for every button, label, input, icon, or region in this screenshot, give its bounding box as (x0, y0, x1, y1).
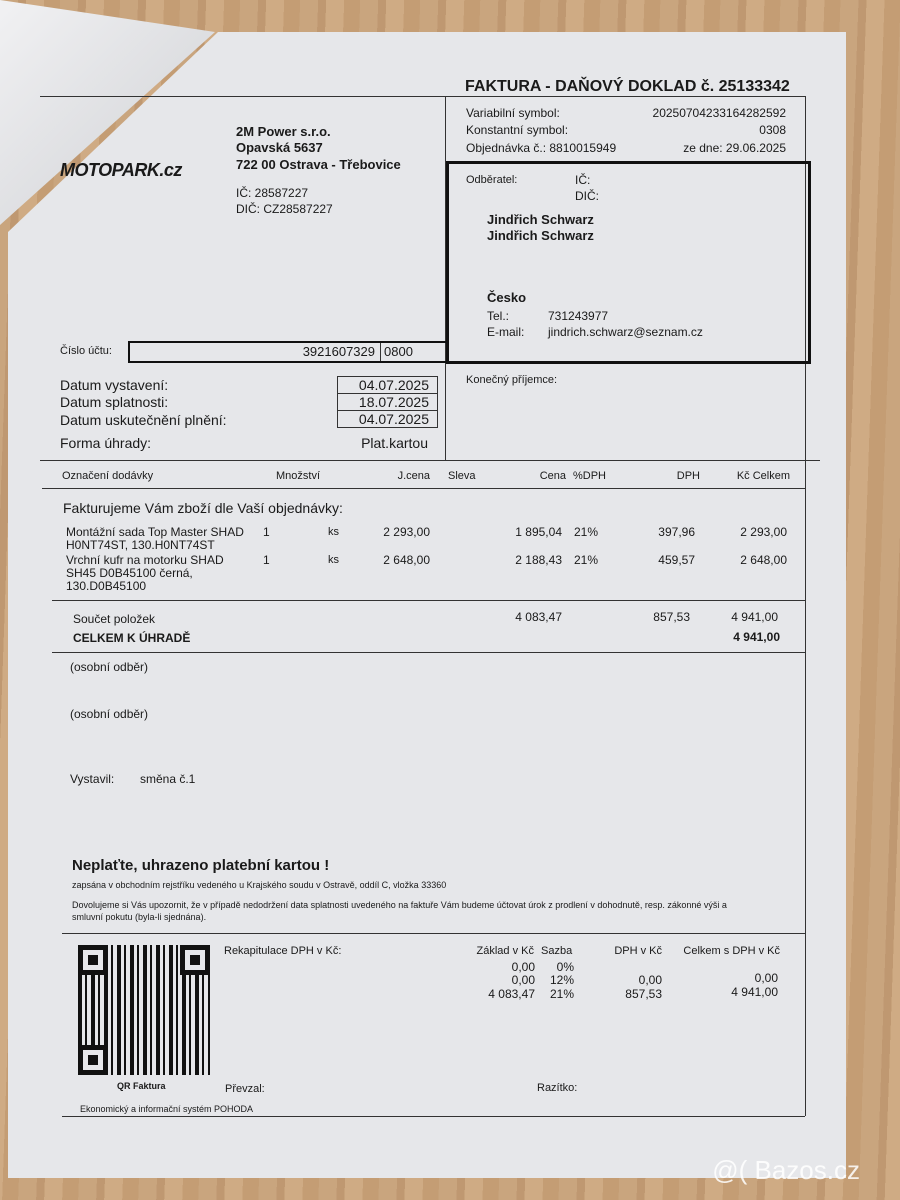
customer-dic: DIČ: (575, 189, 599, 203)
item-description-3: 130.D0B45100 (66, 579, 147, 593)
recap-col-base: Základ v Kč (476, 945, 534, 957)
recap-total: 4 941,00 (731, 985, 778, 999)
grand-total-label: CELKEM K ÚHRADĚ (73, 631, 191, 645)
vs-label: Variabilní symbol: (466, 106, 560, 120)
sum-base: 4 083,47 (515, 610, 562, 624)
supplier-ic: IČ: 28587227 (236, 186, 309, 200)
due-label: Datum splatnosti: (60, 394, 169, 410)
bank-code: 0800 (384, 344, 413, 359)
col-vat-rate: %DPH (573, 470, 607, 482)
sum-label: Součet položek (73, 612, 156, 626)
tel-value: 731243977 (548, 309, 609, 323)
col-quantity: Množství (276, 470, 321, 482)
order-date: ze dne: 29.06.2025 (683, 141, 786, 155)
recap-vat: 857,53 (625, 987, 662, 1001)
grand-total: 4 941,00 (733, 630, 780, 644)
customer-label: Odběratel: (466, 174, 518, 186)
stamp-label: Razítko: (537, 1082, 578, 1094)
vs-value: 20250704233164282592 (652, 106, 786, 120)
issuer-label: Vystavil: (70, 772, 115, 786)
ks-value: 0308 (759, 123, 786, 137)
payment-label: Forma úhrady: (60, 435, 152, 451)
recap-base: 4 083,47 (488, 987, 535, 1001)
recap-rate: 12% (549, 973, 574, 987)
account-label: Číslo účtu: (60, 345, 112, 357)
item-unit: ks (328, 554, 339, 566)
motopark-logo: MOTOPARK.cz (60, 160, 182, 180)
order-number: Objednávka č.: 8810015949 (466, 141, 617, 155)
item-description: Montážní sada Top Master SHAD (66, 525, 244, 539)
item-total: 2 648,00 (740, 553, 787, 567)
item-unit: ks (328, 526, 339, 538)
col-unit-price: J.cena (397, 470, 430, 482)
recap-col-vat: DPH v Kč (614, 945, 662, 957)
email-label: E-mail: (487, 325, 525, 339)
invoice-title: FAKTURA - DAŇOVÝ DOKLAD č. 25133342 (465, 78, 790, 95)
item-rate: 21% (574, 553, 599, 567)
sum-vat: 857,53 (653, 610, 690, 624)
due-date: 18.07.2025 (337, 393, 438, 411)
item-price: 2 648,00 (383, 553, 430, 567)
customer-name: Jindřich Schwarz (487, 212, 594, 227)
recap-rate: 0% (556, 960, 574, 974)
item-rate: 21% (574, 525, 599, 539)
tax-date: 04.07.2025 (337, 410, 438, 428)
sum-total: 4 941,00 (731, 610, 778, 624)
supplier-dic: DIČ: CZ28587227 (236, 202, 333, 216)
qr-label: QR Faktura (117, 1081, 166, 1091)
ks-label: Konstantní symbol: (466, 123, 569, 137)
tax-date-label: Datum uskutečnění plnění: (60, 412, 227, 428)
recap-base: 0,00 (511, 973, 535, 987)
supplier-name: 2M Power s.r.o. (236, 124, 331, 139)
supplier-city: 722 00 Ostrava - Třebovice (236, 157, 401, 172)
bazos-watermark: @( Bazos.cz (712, 1155, 860, 1185)
email-value: jindrich.schwarz@seznam.cz (548, 325, 703, 339)
warning-note: Dovolujeme si Vás upozornit, že v případě nedodržení data splatnosti uvedeného na faktuře Vám budeme účtovat úrok z prodlení v dohodnutě, resp. zákonné výši a (72, 900, 727, 910)
item-description-2: H0NT74ST, 130.H0NT74ST (66, 538, 215, 552)
tel-label: Tel.: (487, 309, 510, 323)
col-vat: DPH (676, 470, 700, 482)
item-total: 2 293,00 (740, 525, 787, 539)
col-discount: Sleva (448, 470, 476, 482)
issuer-value: směna č.1 (140, 772, 196, 786)
col-description: Označení dodávky (62, 470, 154, 482)
item-base: 2 188,43 (515, 553, 562, 567)
item-description: Vrchní kufr na motorku SHAD (66, 553, 224, 567)
final-recipient-label: Konečný příjemce: (466, 374, 558, 386)
note: (osobní odběr) (70, 707, 149, 721)
item-qty: 1 (263, 553, 270, 567)
recap-col-rate: Sazba (541, 945, 573, 957)
issued-date: 04.07.2025 (337, 376, 438, 394)
item-base: 1 895,04 (515, 525, 562, 539)
supplier-street: Opavská 5637 (236, 140, 323, 155)
payment-method: Plat.kartou (361, 435, 428, 451)
table-intro: Fakturujeme Vám zboží dle Vaší objednávky: (63, 500, 343, 516)
item-vat: 397,96 (658, 525, 695, 539)
warning-note-2: smluvní pokutu (byla-li sjednána). (72, 912, 207, 922)
note: (osobní odběr) (70, 660, 149, 674)
item-qty: 1 (263, 525, 270, 539)
customer-country: Česko (487, 290, 527, 305)
customer-name-2: Jindřich Schwarz (487, 228, 594, 243)
customer-ic: IČ: (575, 173, 591, 187)
qr-code (78, 945, 210, 1075)
recap-vat: 0,00 (638, 973, 662, 987)
paid-note: Neplaťte, uhrazeno platební kartou ! (72, 857, 330, 874)
recap-rate: 21% (549, 987, 574, 1001)
recap-base: 0,00 (511, 960, 535, 974)
col-total: Kč Celkem (736, 470, 790, 482)
item-description-2: SH45 D0B45100 černá, (66, 566, 193, 580)
recap-label: Rekapitulace DPH v Kč: (224, 945, 342, 957)
footer-software: Ekonomický a informační systém POHODA (80, 1104, 254, 1114)
received-label: Převzal: (225, 1083, 265, 1095)
item-price: 2 293,00 (383, 525, 430, 539)
recap-total: 0,00 (754, 971, 778, 985)
issued-label: Datum vystavení: (60, 377, 169, 393)
recap-col-total: Celkem s DPH v Kč (683, 945, 780, 957)
register-note: zapsána v obchodním rejstříku vedeného u Krajského soudu v Ostravě, oddíl C, vložka 33360 (72, 880, 447, 890)
item-vat: 459,57 (658, 553, 695, 567)
account-number: 3921607329 (302, 344, 375, 359)
col-price: Cena (539, 470, 566, 482)
